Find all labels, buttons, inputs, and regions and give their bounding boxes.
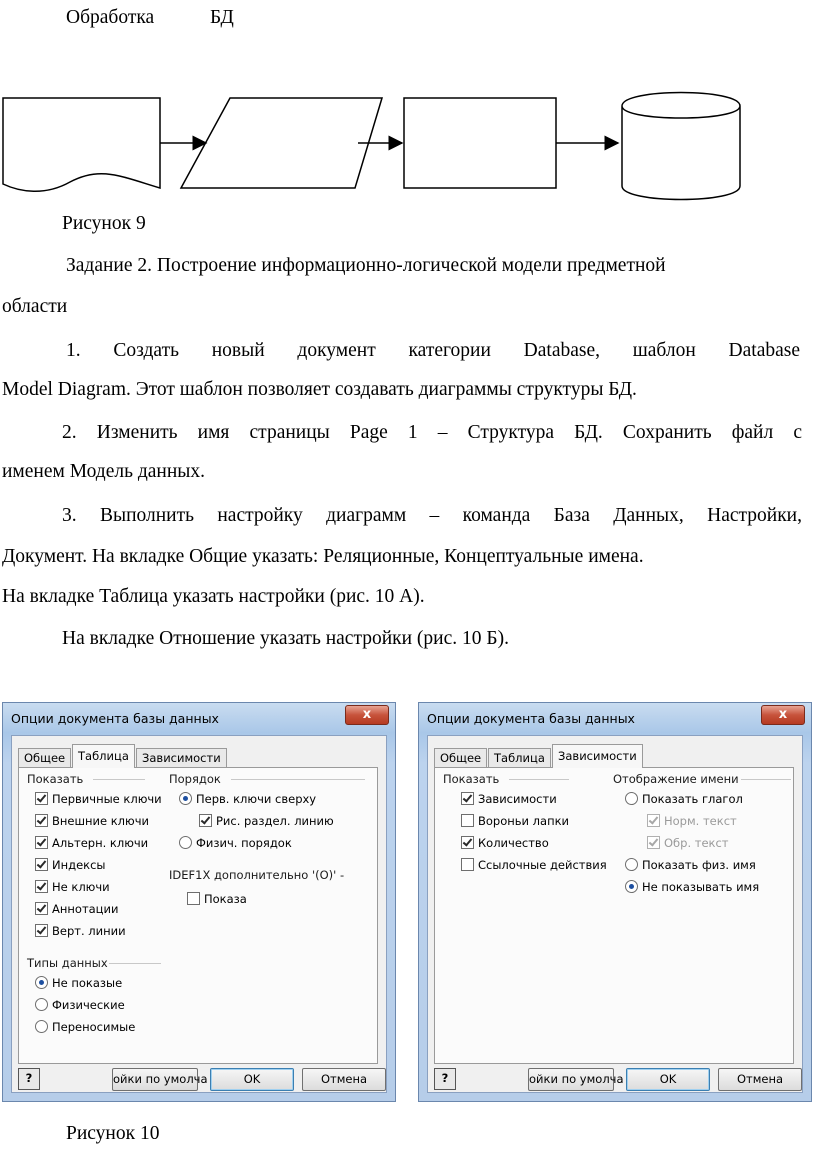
- task-2-line-1: Задание 2. Построение информационно-логической модели предметной: [66, 255, 666, 276]
- step-3-line-3: На вкладке Таблица указать настройки (рис. 10 А).: [2, 586, 425, 607]
- group-show-label: Показать: [27, 772, 83, 786]
- step-1-line-2: Model Diagram. Этот шаблон позволяет создавать диаграммы структуры БД.: [2, 379, 637, 400]
- document-shape: [3, 98, 160, 191]
- ok-button[interactable]: OK: [626, 1068, 710, 1091]
- step-1-line-1: 1. Создать новый документ категории Database, шаблон Database: [66, 340, 800, 361]
- checkbox-reverse-text[interactable]: Обр. текст: [647, 836, 729, 850]
- dialog-title: Опции документа базы данных: [427, 711, 635, 726]
- tab-panel: [434, 767, 794, 1064]
- help-icon[interactable]: ?: [434, 1068, 456, 1090]
- radio-hide-name[interactable]: Не показывать имя: [625, 880, 759, 894]
- caption-figure-9: Рисунок 9: [62, 213, 146, 234]
- checkbox-primary-keys[interactable]: Первичные ключи: [35, 792, 162, 806]
- flowchart-diagram: [0, 80, 816, 200]
- checkbox-foreign-keys[interactable]: Внешние ключи: [35, 814, 149, 828]
- dialog-body: [11, 735, 387, 1093]
- step-3-line-2: Документ. На вкладке Общие указать: Реляционные, Концептуальные имена.: [2, 546, 644, 567]
- group-data-types-label: Типы данных: [27, 956, 108, 970]
- radio-types-physical[interactable]: Физические: [35, 998, 125, 1012]
- checkbox-cardinality[interactable]: Количество: [461, 836, 549, 850]
- cancel-button[interactable]: Отмена: [302, 1068, 386, 1091]
- tab-table[interactable]: Таблица: [488, 748, 551, 768]
- dialog-body: [427, 735, 803, 1093]
- checkbox-alternate-keys[interactable]: Альтерн. ключи: [35, 836, 148, 850]
- tab-relationships[interactable]: Зависимости: [136, 748, 227, 768]
- tab-table[interactable]: Таблица: [72, 744, 135, 768]
- checkbox-vertical-lines[interactable]: Верт. линии: [35, 924, 126, 938]
- radio-pk-first[interactable]: Перв. ключи сверху: [179, 792, 316, 806]
- tab-general[interactable]: Общее: [18, 748, 71, 768]
- radio-physical-order[interactable]: Физич. порядок: [179, 836, 292, 850]
- checkbox-annotations[interactable]: Аннотации: [35, 902, 118, 916]
- checkbox-forward-text[interactable]: Норм. текст: [647, 814, 737, 828]
- close-button[interactable]: x: [761, 705, 805, 725]
- checkbox-referential-actions[interactable]: Ссылочные действия: [461, 858, 607, 872]
- data-parallelogram-shape: [181, 98, 382, 188]
- tab-panel: [18, 767, 378, 1064]
- tab-relationships[interactable]: Зависимости: [552, 744, 643, 768]
- close-button[interactable]: x: [345, 705, 389, 725]
- checkbox-relationships[interactable]: Зависимости: [461, 792, 557, 806]
- checkbox-crows-feet[interactable]: Вороньи лапки: [461, 814, 569, 828]
- radio-show-verb[interactable]: Показать глагол: [625, 792, 743, 806]
- cancel-button[interactable]: Отмена: [718, 1068, 802, 1091]
- task-2-line-2: области: [2, 296, 68, 317]
- ok-button[interactable]: OK: [210, 1068, 294, 1091]
- idef1x-label: IDEF1X дополнительно '(O)' -: [169, 868, 345, 882]
- group-order-label: Порядок: [169, 772, 221, 786]
- group-name-display-label: Отображение имени: [613, 772, 739, 786]
- tab-general[interactable]: Общее: [434, 748, 487, 768]
- defaults-button[interactable]: ойки по умолча: [112, 1068, 198, 1091]
- dialog-title: Опции документа базы данных: [11, 711, 219, 726]
- help-icon[interactable]: ?: [18, 1068, 40, 1090]
- dialog-relationship-options: [418, 702, 812, 1102]
- heading-word-1: Обработка: [66, 7, 155, 28]
- step-2-line-2: именем Модель данных.: [2, 461, 206, 482]
- step-4-line-1: На вкладке Отношение указать настройки (рис. 10 Б).: [62, 628, 509, 649]
- group-show-label: Показать: [443, 772, 499, 786]
- radio-types-portable[interactable]: Переносимые: [35, 1020, 135, 1034]
- radio-types-hide[interactable]: Не показые: [35, 976, 122, 990]
- database-cylinder-shape: [622, 93, 740, 200]
- checkbox-non-keys[interactable]: Не ключи: [35, 880, 110, 894]
- defaults-button[interactable]: ойки по умолча: [528, 1068, 614, 1091]
- heading-word-2: БД: [210, 7, 234, 28]
- caption-figure-10: Рисунок 10: [66, 1123, 160, 1144]
- checkbox-indexes[interactable]: Индексы: [35, 858, 106, 872]
- step-3-line-1: 3. Выполнить настройку диаграмм – команда База Данных, Настройки,: [62, 505, 802, 526]
- radio-show-physical-name[interactable]: Показать физ. имя: [625, 858, 756, 872]
- checkbox-separator-line[interactable]: Рис. раздел. линию: [199, 814, 334, 828]
- dialog-table-options: [2, 702, 396, 1102]
- process-rectangle-shape: [404, 98, 556, 188]
- step-2-line-1: 2. Изменить имя страницы Page 1 – Структура БД. Сохранить файл с: [62, 422, 802, 443]
- checkbox-idef1x-show[interactable]: Показа: [187, 892, 247, 906]
